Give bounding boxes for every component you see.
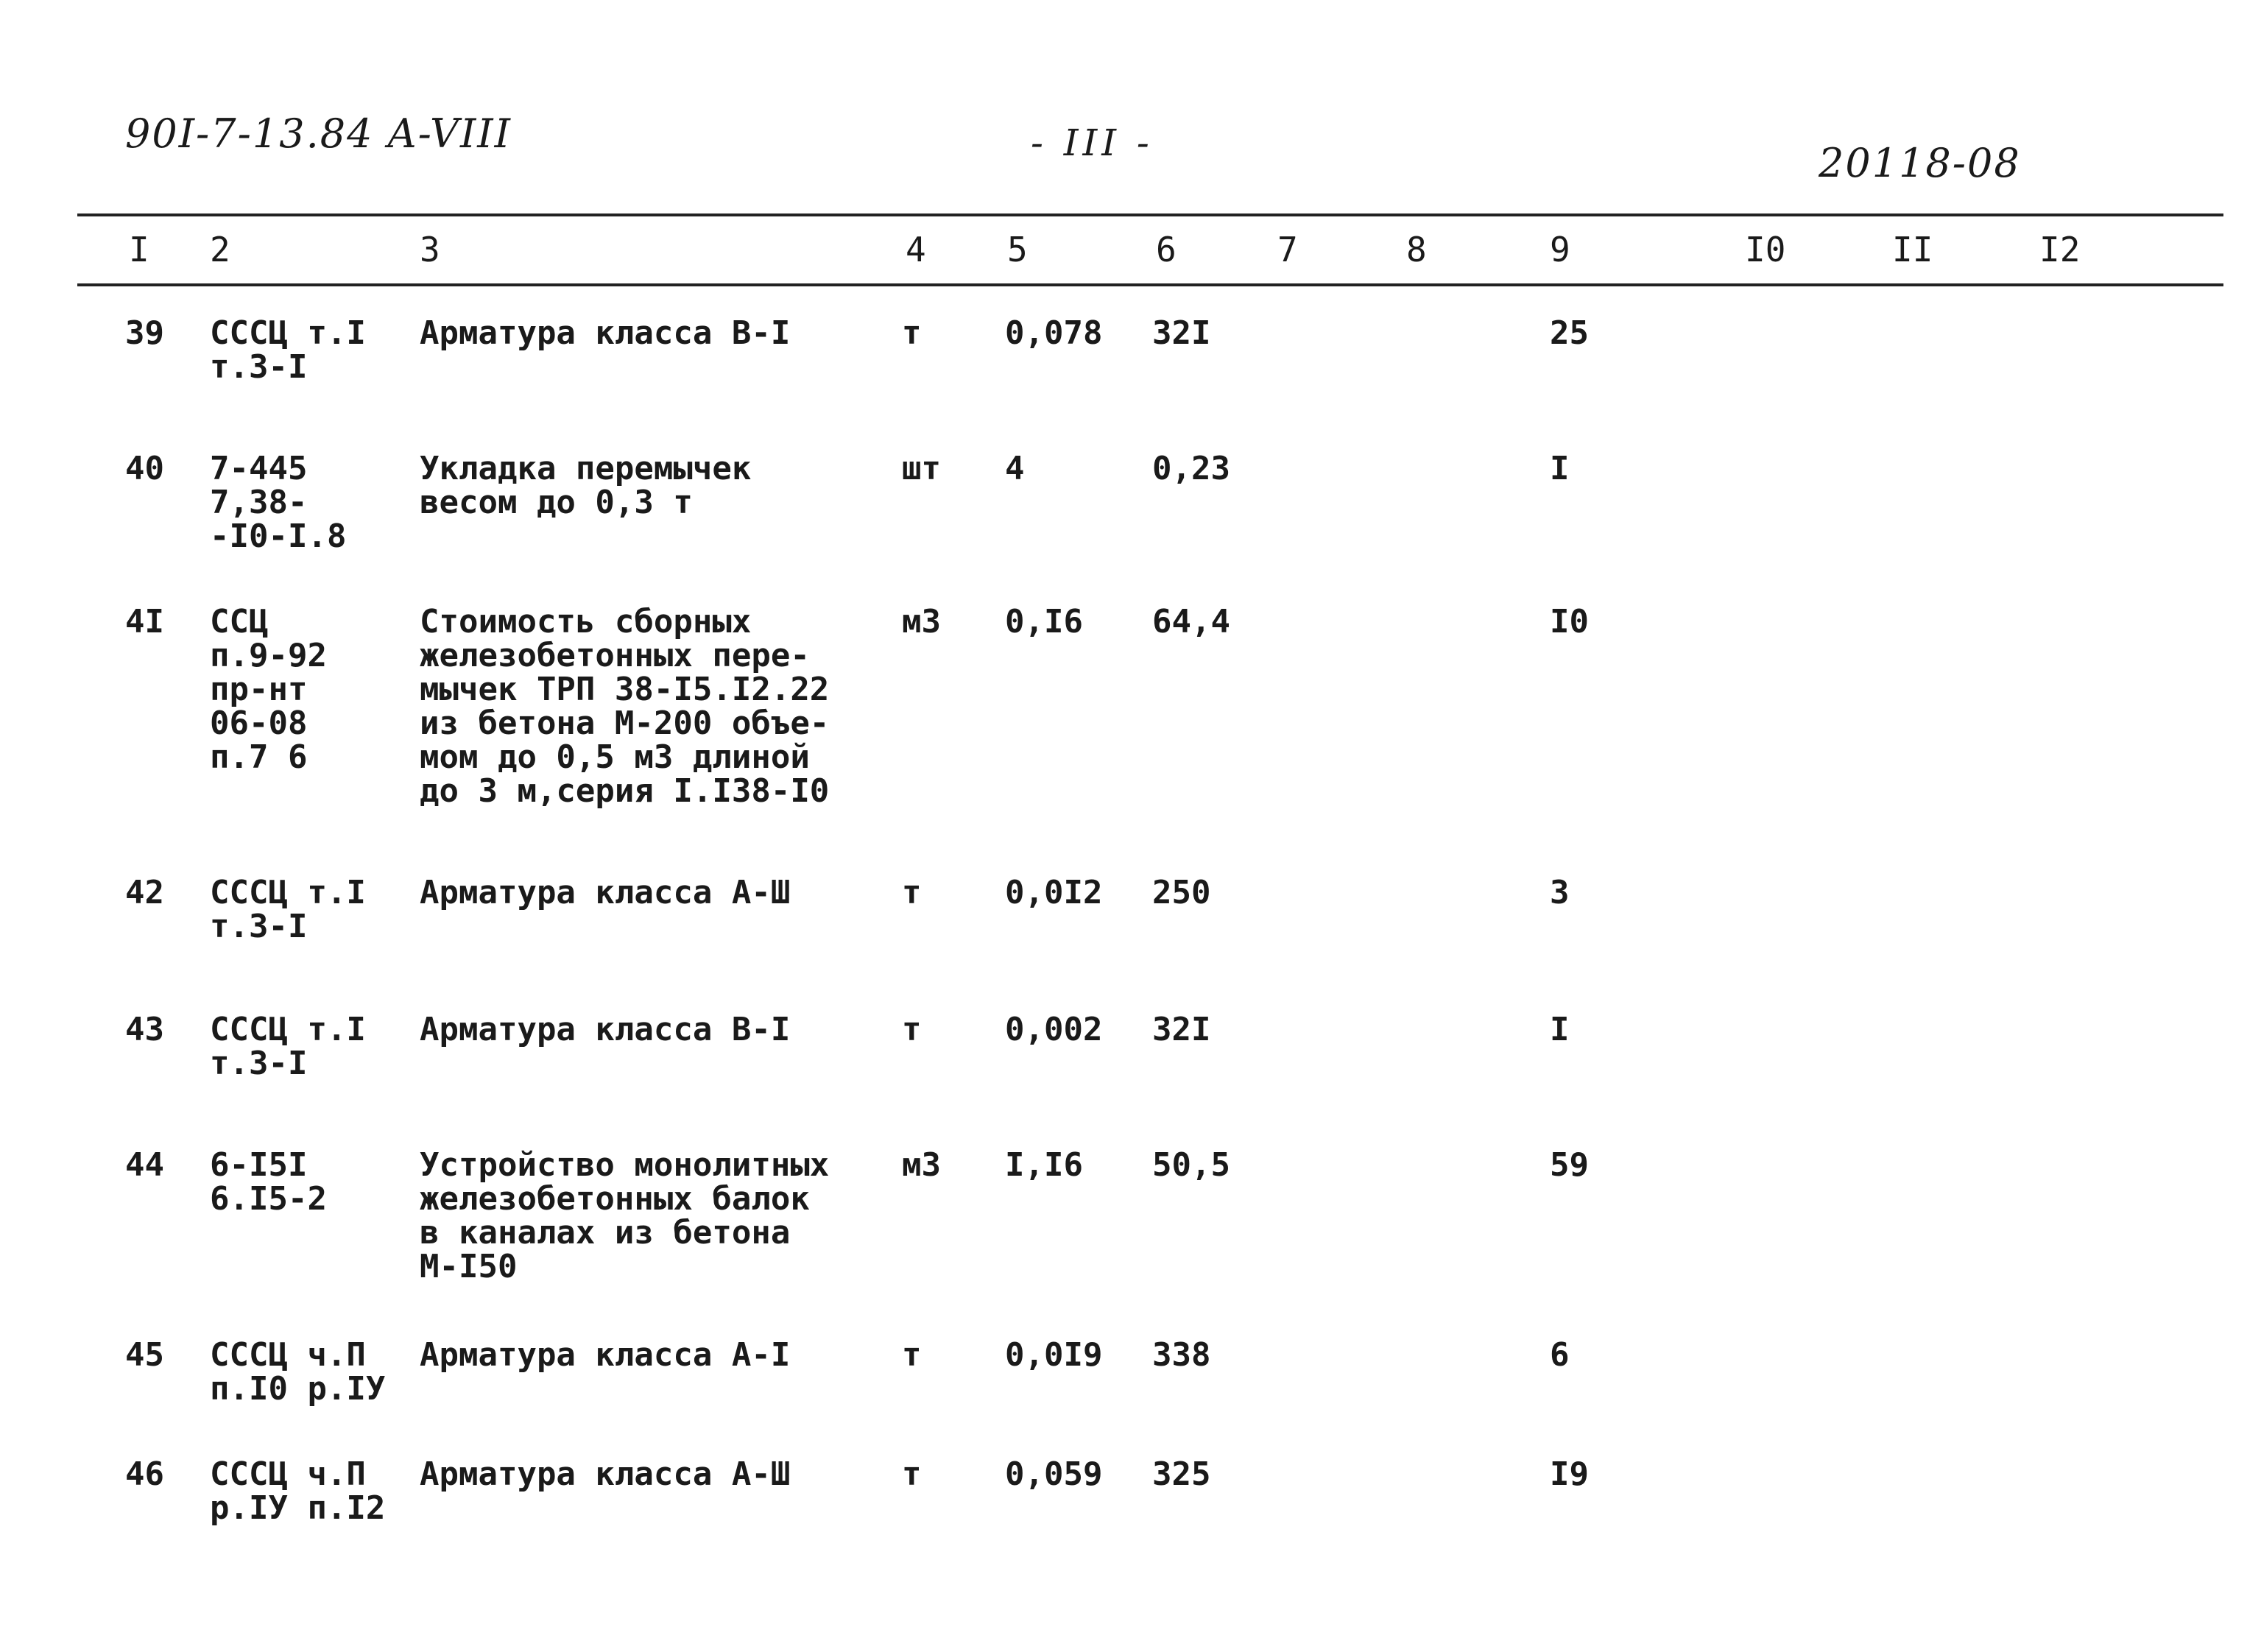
row-name: Стоимость сборных железобетонных пере- мычек ТРП 38-I5.I2.22 из бетона М-200 объе- мом до 0,5 м3 длиной до 3 м,серия I.I38-I0 — [420, 603, 830, 810]
row-number: 42 — [125, 874, 164, 911]
row-code: СССЦ ч.П р.IУ п.I2 — [210, 1455, 386, 1527]
row-name: Арматура класса А-Ш — [420, 874, 791, 911]
row-quantity: 0,0I9 — [1005, 1336, 1103, 1374]
row-unit: т — [902, 314, 922, 352]
row-quantity: 0,078 — [1005, 314, 1103, 352]
row-name: Устройство монолитных железобетонных балок в каналах из бетона М-I50 — [420, 1146, 830, 1285]
column-number-7: 7 — [1277, 230, 1298, 269]
column-number-6: 6 — [1156, 230, 1177, 269]
column-number-2: 2 — [210, 230, 230, 269]
page-number: - III - — [1031, 121, 1154, 164]
row-unit: м3 — [902, 1146, 941, 1184]
row-total: I9 — [1550, 1455, 1589, 1493]
row-code: 6-I5I 6.I5-2 — [210, 1146, 327, 1218]
row-price: 32I — [1152, 1011, 1211, 1048]
row-number: 40 — [125, 450, 164, 487]
row-price: 50,5 — [1152, 1146, 1230, 1184]
row-total: I0 — [1550, 603, 1589, 640]
row-number: 39 — [125, 314, 164, 352]
row-quantity: 0,I6 — [1005, 603, 1083, 640]
row-unit: т — [902, 1336, 922, 1374]
row-unit: т — [902, 874, 922, 911]
row-unit: т — [902, 1455, 922, 1493]
row-name: Укладка перемычек весом до 0,3 т — [420, 450, 752, 521]
column-number-3: 3 — [420, 230, 440, 269]
row-unit: шт — [902, 450, 941, 487]
row-number: 44 — [125, 1146, 164, 1184]
row-code: СССЦ т.I т.3-I — [210, 874, 366, 945]
row-price: 325 — [1152, 1455, 1211, 1493]
row-total: 3 — [1550, 874, 1570, 911]
row-price: 250 — [1152, 874, 1211, 911]
row-quantity: 0,059 — [1005, 1455, 1103, 1493]
row-number: 45 — [125, 1336, 164, 1374]
column-number-12: I2 — [2039, 230, 2081, 269]
row-name: Арматура класса В-I — [420, 1011, 791, 1048]
row-quantity: 0,0I2 — [1005, 874, 1103, 911]
row-total: 6 — [1550, 1336, 1570, 1374]
column-number-5: 5 — [1007, 230, 1028, 269]
column-number-10: I0 — [1745, 230, 1786, 269]
row-price: 64,4 — [1152, 603, 1230, 640]
column-number-11: II — [1892, 230, 1933, 269]
row-number: 46 — [125, 1455, 164, 1493]
row-name: Арматура класса А-I — [420, 1336, 791, 1374]
column-number-4: 4 — [906, 230, 926, 269]
reference-code: 20118-08 — [1819, 140, 2021, 186]
column-number-9: 9 — [1550, 230, 1570, 269]
row-code: СССЦ т.I т.3-I — [210, 314, 366, 386]
row-quantity: 0,002 — [1005, 1011, 1103, 1048]
row-price: 0,23 — [1152, 450, 1230, 487]
row-code: СССЦ т.I т.3-I — [210, 1011, 366, 1082]
row-price: 338 — [1152, 1336, 1211, 1374]
row-total: I — [1550, 1011, 1570, 1048]
table-header-rule — [77, 283, 2223, 286]
row-number: 43 — [125, 1011, 164, 1048]
row-unit: т — [902, 1011, 922, 1048]
column-number-1: I — [129, 230, 149, 269]
table-top-rule — [77, 213, 2223, 216]
row-code: 7-445 7,38- -I0-I.8 — [210, 450, 347, 555]
row-total: I — [1550, 450, 1570, 487]
document-code: 90I-7-13.84 A-VIII — [125, 110, 512, 157]
row-code: ССЦ п.9-92 пр-нт 06-08 п.7 6 — [210, 603, 327, 776]
row-quantity: 4 — [1005, 450, 1025, 487]
row-total: 25 — [1550, 314, 1589, 352]
row-unit: м3 — [902, 603, 941, 640]
row-name: Арматура класса А-Ш — [420, 1455, 791, 1493]
row-number: 4I — [125, 603, 164, 640]
column-number-8: 8 — [1406, 230, 1427, 269]
row-price: 32I — [1152, 314, 1211, 352]
row-total: 59 — [1550, 1146, 1589, 1184]
row-quantity: I,I6 — [1005, 1146, 1083, 1184]
row-code: СССЦ ч.П п.I0 р.IУ — [210, 1336, 386, 1408]
row-name: Арматура класса В-I — [420, 314, 791, 352]
